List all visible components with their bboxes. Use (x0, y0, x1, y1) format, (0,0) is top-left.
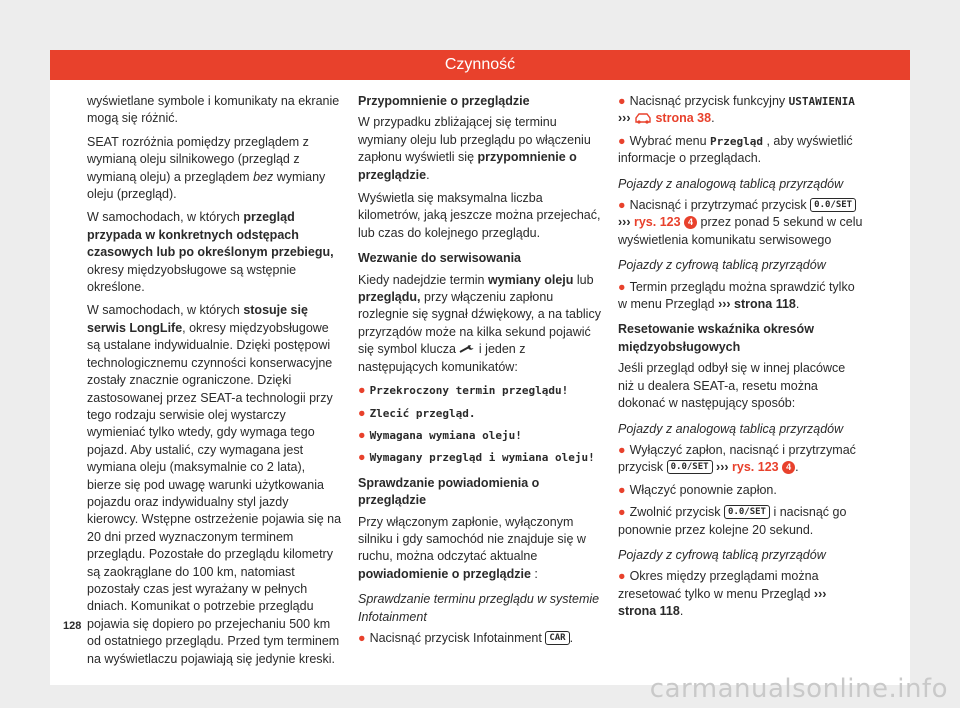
column-left (87, 93, 342, 674)
column-middle (358, 93, 603, 652)
list-item: ● Wymagany przegląd i wymiana oleju! (358, 450, 595, 465)
paragraph: wyświetlane symbole i komunikaty na ekranie mogą się różnić. (87, 94, 340, 126)
list-item: ● Wybrać menu Przegląd , aby wyświetlić informacje o przeglądach. (618, 133, 853, 166)
heading-service-call: Wezwanie do serwisowania (358, 251, 522, 266)
paragraph: W samochodach, w których przegląd przypada w konkretnych odstępach czasowych lub po określonym przebiegu, okresy międzyobsługowe są wstępnie określone. (87, 210, 334, 295)
list-item: ● Zwolnić przycisk 0.0/SET i nacisnąć go ponownie przez kolejne 20 sekund. (618, 505, 847, 537)
list-item: ● Nacisnąć i przytrzymać przycisk 0.0/SET ››› rys. 123 4 przez ponad 5 sekund w celu wyświetlenia komunikatu serwisowego (618, 198, 863, 247)
callout-number: 4 (782, 461, 795, 474)
paragraph: Kiedy nadejdzie termin wymiany oleju lub przeglądu, przy włączeniu zapłonu rozlegnie się sygnał dźwiękowy, a na tablicy przyrządów może na kilka sekund pojawić się symbol klucza i jeden z następujących komunikatów: (358, 272, 601, 374)
set-button-icon: 0.0/SET (667, 460, 713, 474)
list-item: ● Okres między przeglądami można zresetować tylko w menu Przegląd ››› strona 118. (618, 569, 827, 619)
italic-subheading: Pojazdy z cyfrową tablicą przyrządów (618, 258, 826, 273)
section-header (50, 50, 910, 80)
list-item: ● Zlecić przegląd. (358, 405, 476, 420)
set-button-icon: 0.0/SET (724, 505, 770, 519)
page-number: 128 (63, 620, 82, 632)
wrench-icon (459, 344, 475, 353)
section-title: Czynność (444, 56, 516, 73)
page-reference-link[interactable]: strona 118 (734, 297, 796, 312)
paragraph: SEAT rozróżnia pomiędzy przeglądem z wymianą oleju silnikowego (przegląd z wymianą oleju) a przeglądem bez wymiany oleju (przegląd). (87, 134, 326, 202)
heading-check-notification: Sprawdzanie powiadomienia o przeglądzie (358, 475, 540, 508)
page-reference-link[interactable]: strona 118 (618, 604, 680, 619)
column-right (618, 93, 863, 626)
list-item: ● Wyłączyć zapłon, nacisnąć i przytrzymać przycisk 0.0/SET ››› rys. 123 4 . (618, 442, 856, 475)
page-reference-link[interactable]: strona 38 (655, 111, 712, 126)
list-item: ● Przekroczony termin przeglądu! (358, 383, 569, 398)
car-book-icon (634, 112, 652, 124)
car-key-icon: CAR (545, 631, 569, 645)
manual-page (50, 50, 910, 685)
figure-reference-link[interactable]: rys. 123 (633, 215, 681, 230)
paragraph: W samochodach, w których stosuje się serwis LongLife, okresy międzyobsługowe są ustalane indywidualnie. Dzięki postępowi technologicznemu czynności konserwacyjne zostały znacznie ograniczone. Dzięki zastosowanej przez SEAT-a technologii przy tego rodzaju serwisie olej wystarczy wymieniać tylko wtedy, gdy wymaga tego pojazd. Aby ustalić, czy wymagana jest wymiana oleju (maksymalnie co 2 lata), bierze się pod uwagę warunki użytkowania pojazdu oraz indywidualny styl jazdy kierowcy. Wstępne ostrzeżenie pojawia się na 20 dni przed wyznaczonym terminem przeglądu. Pozostałe do przeglądu kilometry są zaokrąglane do 100 km, natomiast pozostały czas jest wyrażany w pełnych dniach. Komunikat o potrzebie przeglądu pojawia się dopiero po przejechaniu 500 km od ostatniego przeglądu. Przed tym terminem na wyświetlaczu pojawiają się jedynie kreski. (87, 303, 342, 666)
italic-subheading: Sprawdzanie terminu przeglądu w systemie Infotainment (358, 592, 600, 624)
list-item: ● Włączyć ponownie zapłon. (618, 482, 777, 497)
paragraph: W przypadku zbliżającej się terminu wymiany oleju lub przeglądu po włączeniu zapłonu wyświetli się przypomnienie o przeglądzie. (358, 115, 591, 182)
heading-reset-indicator: Resetowanie wskaźnika okresów międzyobsługowych (618, 322, 814, 354)
heading-service-reminder: Przypomnienie o przeglądzie (358, 94, 530, 108)
paragraph: Przy włączonym zapłonie, wyłączonym silniku i gdy samochód nie znajduje się w ruchu, można odczytać aktualne powiadomienie o przeglądzie : (358, 514, 586, 581)
paragraph: Wyświetla się maksymalna liczba kilometrów, jaką jeszcze można przejechać, lub czas do kolejnego przeglądu. (358, 191, 601, 240)
italic-subheading: Pojazdy z analogową tablicą przyrządów (618, 176, 844, 191)
callout-number: 4 (684, 216, 697, 229)
italic-subheading: Pojazdy z cyfrową tablicą przyrządów (618, 547, 826, 562)
set-button-icon: 0.0/SET (810, 198, 856, 212)
list-item: ● Wymagana wymiana oleju! (358, 427, 522, 442)
watermark: carmanualsonline.info (649, 674, 948, 704)
list-item: ● Nacisnąć przycisk Infotainment CAR . (358, 630, 574, 645)
list-item: ● Termin przeglądu można sprawdzić tylko w menu Przegląd ››› strona 118. (618, 279, 855, 312)
italic-subheading: Pojazdy z analogową tablicą przyrządów (618, 421, 844, 436)
figure-reference-link[interactable]: rys. 123 (732, 460, 779, 475)
paragraph: Jeśli przegląd odbył się w innej placówce niż u dealera SEAT-a, resetu można dokonać w następujący sposób: (618, 361, 846, 411)
list-item: ● Nacisnąć przycisk funkcyjny USTAWIENIA ››› strona 38. (618, 94, 855, 126)
